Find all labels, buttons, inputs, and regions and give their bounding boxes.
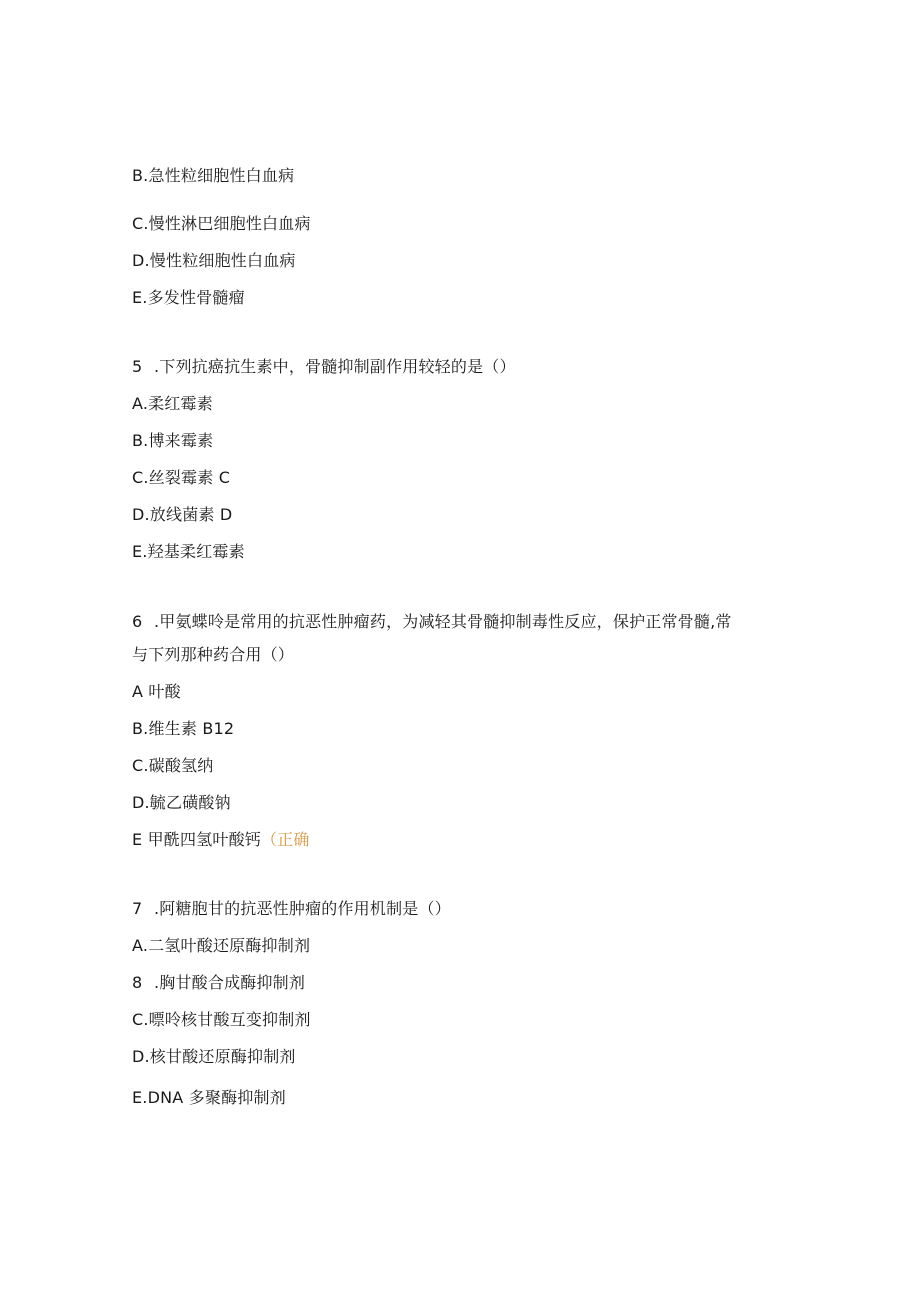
q5-option-c: C.丝裂霉素 C <box>132 468 231 487</box>
q7-option-c: C.嘌呤核甘酸互变抑制剂 <box>132 1010 311 1029</box>
q7-text: .阿糖胞甘的抗恶性肿瘤的作用机制是（） <box>154 899 451 918</box>
q4-option-d: D.慢性粒细胞性白血病 <box>132 251 296 270</box>
q6-number: 6 <box>132 612 143 631</box>
q5-option-b: B.博来霉素 <box>132 431 214 450</box>
q5-option-d: D.放线菌素 D <box>132 505 233 524</box>
q7-question <box>132 899 451 919</box>
q7-option-b-text: .胸甘酸合成酶抑制剂 <box>154 973 306 992</box>
q5-number: 5 <box>132 357 143 376</box>
q7-option-e: E.DNA 多聚酶抑制剂 <box>132 1088 286 1107</box>
q6-option-e <box>132 830 310 850</box>
q5-text: .下列抗癌抗生素中，骨髓抑制副作用较轻的是（） <box>154 357 516 376</box>
q6-option-c: C.碳酸氢纳 <box>132 756 214 775</box>
q4-option-e: E.多发性骨髓瘤 <box>132 288 245 307</box>
q6-option-b: B.维生素 B12 <box>132 719 235 738</box>
q5-question <box>132 357 516 377</box>
q6-option-a: A 叶酸 <box>132 682 181 701</box>
q6-question-line1 <box>132 612 732 632</box>
q6-text-line1: .甲氨蝶呤是常用的抗恶性肿瘤药，为减轻其骨髓抑制毒性反应，保护正常骨髓,常 <box>154 612 732 631</box>
q6-option-d: D.毓乙磺酸钠 <box>132 793 231 812</box>
q7-option-a: A.二氢叶酸还原酶抑制剂 <box>132 936 311 955</box>
q5-option-e: E.羟基柔红霉素 <box>132 542 245 561</box>
q5-option-a: A.柔红霉素 <box>132 394 213 413</box>
q7-option-b-number: 8 <box>132 973 143 992</box>
q7-option-d: D.核甘酸还原酶抑制剂 <box>132 1047 296 1066</box>
q7-option-b <box>132 973 305 993</box>
q4-option-c: C.慢性淋巴细胞性白血病 <box>132 214 311 233</box>
q6-question-line2: 与下列那种药合用（） <box>132 645 295 664</box>
q7-number: 7 <box>132 899 143 918</box>
q4-option-b: B.急性粒细胞性白血病 <box>132 166 295 185</box>
q6-answer-note: （正确 <box>261 830 310 849</box>
q6-option-e-text: E 甲酰四氢叶酸钙 <box>132 830 261 849</box>
